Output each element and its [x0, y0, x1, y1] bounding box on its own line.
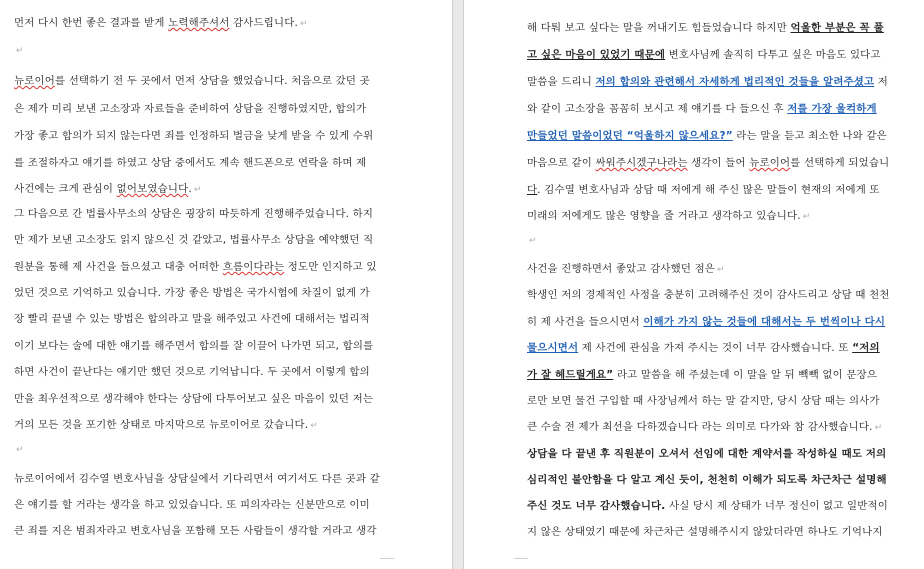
text-run: 만을 최우선적으로 생각해야 한다는 상담에 다투어보고 싶은 마음이 있던 저는 [14, 393, 374, 405]
paragraph-mark-icon: ↵ [529, 236, 537, 246]
text-run: 변호사님께 솔직히 다투고 싶은 마음도 있다고 [665, 49, 881, 61]
text-run: 정도만 인지하고 있 [284, 261, 377, 273]
paragraph-mark-icon: ↵ [193, 185, 202, 195]
text-line [527, 286, 890, 301]
text-line [14, 470, 380, 485]
text-line [14, 522, 377, 537]
paragraph-mark-icon: ↵ [310, 421, 318, 431]
text-run: 심리적인 불안함을 다 알고 계신 듯이, 천천히 이해가 되도록 차근차근 설명해 [527, 474, 887, 486]
text-run: 가장 좋고 합의가 되지 않는다면 죄를 인정하되 벌금을 낮게 받을 수 있게 수위 [14, 130, 374, 142]
text-line [527, 207, 810, 222]
text-run: 이해가 가지 않는 것들에 대해서는 두 번씩이나 다시 [643, 316, 886, 328]
text-run: 주신 것도 너무 감사했습니다. [527, 500, 666, 512]
text-line [14, 127, 373, 142]
text-run: 노력해주셔서 [168, 17, 230, 29]
text-run: 고 싶은 마음이 있었기 때문에 [527, 49, 666, 61]
text-line [527, 418, 882, 433]
text-line [14, 14, 308, 29]
text-line [14, 443, 24, 455]
text-line [14, 205, 373, 220]
text-run: 은 얘기를 할 거라는 생각을 하고 있었습니다. 또 피의자라는 신분만으로 이미 [14, 499, 370, 511]
text-run: . [188, 183, 192, 195]
text-run: 이기 보다는 술에 대한 얘기를 해주면서 합의를 잘 이끌어 나가면 되고, 합의를 [14, 340, 374, 352]
text-line [527, 154, 889, 169]
text-run: 은 제가 미리 보낸 고소장과 자료들을 준비하여 상담을 진행하였지만, 합의가 [14, 103, 367, 115]
text-line [14, 100, 366, 115]
text-line [14, 72, 370, 87]
paragraph-mark-icon: ↵ [717, 265, 725, 275]
text-run: . 김수열 변호사님과 상담 때 저에게 해 주신 많은 말들이 현재의 저에게 또 [537, 184, 880, 196]
text-run: 사실 당시 제 상태가 너무 정신이 없고 일반적이 [665, 500, 888, 512]
text-run: 뉴로이어 [14, 75, 55, 87]
paragraph-mark-icon: ↵ [16, 445, 24, 455]
text-run: 었던 것으로 기억하고 있습니다. 가장 좋은 방법은 국가시험에 차질이 없게 가 [14, 287, 370, 299]
text-line [527, 313, 885, 328]
text-run: 원분을 통해 제 사건을 들으셨고 대충 어떠한 [14, 261, 223, 273]
text-line [14, 496, 370, 511]
text-line [527, 181, 880, 196]
text-run: 장 빨리 끝낼 수 있는 방법은 합의라고 말을 해주었고 사건에 대해서는 법리적 [14, 313, 370, 325]
text-run: 를 조절하자고 얘기를 하였고 상담 중에서도 계속 핸드폰으로 연락을 하며 제 [14, 157, 367, 169]
text-line [527, 366, 877, 381]
text-run: 미래의 저에게도 많은 영향을 줄 거라고 생각하고 있습니다. [527, 210, 801, 222]
text-run: 만 제가 보낸 고소장도 읽지 않으신 것 같았고, 법률사무소 상담을 예약했던 직 [14, 234, 374, 246]
text-run: 감사드립니다. [229, 17, 298, 29]
text-line [527, 19, 884, 34]
text-line [14, 44, 24, 56]
text-run: 다 [527, 184, 538, 196]
text-line [527, 127, 887, 142]
text-run: “저의 [852, 342, 880, 354]
text-run: 싸워주시겠구나라는 [595, 157, 688, 169]
text-line [527, 260, 725, 275]
text-run: 거의 모든 것을 포기한 상태로 마지막으로 뉴로이어로 갔습니다. [14, 419, 309, 431]
right-page [464, 0, 924, 569]
text-line [527, 392, 880, 407]
paragraph-mark-icon: ↵ [802, 212, 811, 222]
text-run: 흐름이다라는 [222, 261, 285, 273]
text-run: 라는 말을 듣고 최소한 나와 같은 [732, 130, 887, 142]
text-run: 마음으로 같이 [527, 157, 596, 169]
page-border-mark [514, 558, 528, 559]
text-run: 가 잘 헤드릴게요” [527, 369, 614, 381]
text-run: 저의 합의와 관련해서 자세하게 법리적인 것들을 알려주셨고 [595, 76, 875, 88]
text-line [14, 416, 318, 431]
text-line [527, 339, 880, 354]
text-run: 사건에는 크게 관심이 [14, 183, 117, 195]
text-run: 제 사건에 관심을 가져 주시는 것이 너무 감사했습니다. 또 [578, 342, 853, 354]
text-run: 뉴로이어에서 김수열 변호사님을 상담실에서 기다리면서 여기서도 다른 곳과 같 [14, 473, 380, 485]
left-page [0, 0, 452, 569]
text-line [527, 445, 886, 460]
text-run: 지 않은 상태였기 때문에 차근차근 설명해주시지 않았더라면 하나도 기억나지 [527, 526, 883, 538]
text-run: 물으시면서 [527, 342, 579, 354]
text-line [14, 310, 370, 325]
text-run: 학생인 저의 경제적인 사정을 충분히 고려해주신 것이 감사드리고 상담 때 천천 [527, 289, 890, 301]
text-line [14, 363, 370, 378]
text-line [527, 46, 881, 61]
paragraph-mark-icon: ↵ [16, 46, 24, 56]
text-line [14, 390, 373, 405]
text-run: 저를 가장 울컥하게 [787, 103, 877, 115]
text-run: 큰 수술 전 제가 최선을 다하겠습니다 라는 의미로 다가와 참 감사했습니다. [527, 421, 873, 433]
text-run: 만들었던 말씀이었던 “억울하지 않으세요?” [527, 130, 733, 142]
text-run: 해 다퉈 보고 싶다는 말을 꺼내기도 힘들었습니다 하지만 [527, 22, 791, 34]
text-run: 하면 사건이 끝난다는 얘기만 했던 것으로 기억납니다. 두 곳에서 이렇게 합의 [14, 366, 370, 378]
text-run: 히 제 사건을 들으시면서 [527, 316, 644, 328]
text-line [14, 231, 373, 246]
text-run: 사건을 진행하면서 좋았고 감사했던 점은 [527, 263, 716, 275]
page-gutter [452, 0, 464, 569]
text-line [527, 100, 877, 115]
text-run: 로만 보면 물건 구입할 때 사장님께서 하는 말 같지만, 당시 상담 때는 의사가 [527, 395, 880, 407]
text-run: 와 같이 고소장을 꼼꼼히 보시고 제 얘기를 다 들으신 후 [527, 103, 788, 115]
text-line [14, 154, 366, 169]
text-line [527, 73, 888, 88]
paragraph-mark-icon: ↵ [874, 423, 883, 433]
text-run: 뉴로이어 [749, 157, 791, 169]
text-run: 말씀을 드리니 [527, 76, 596, 88]
text-run: 라고 말씀을 해 주셨는데 이 말을 알 뒤 빽빽 없이 문장으 [613, 369, 878, 381]
text-run: 저 [874, 76, 889, 88]
text-run: 없어보였습니다 [116, 183, 189, 195]
text-line [527, 523, 883, 538]
text-run: 를 선택하게 되었습니 [790, 157, 890, 169]
paragraph-mark-icon: ↵ [299, 19, 308, 29]
text-line [527, 497, 888, 512]
text-line [527, 234, 537, 246]
text-run: 그 다음으로 간 법률사무소의 상담은 굉장히 따듯하게 진행해주었습니다. 하지 [14, 208, 374, 220]
text-run: 큰 죄를 지은 범죄자라고 변호사님을 포함해 모든 사람들이 생각할 거라고 생각 [14, 525, 377, 537]
text-run: 를 선택하기 전 두 곳에서 먼저 상담을 했었습니다. 처음으로 갔던 곳 [54, 75, 370, 87]
text-run: 상담을 다 끝낸 후 직원분이 오셔서 선임에 대한 계약서를 작성하실 때도 저의 [527, 448, 887, 460]
text-run: 먼저 다시 한번 좋은 결과를 받게 [14, 17, 169, 29]
text-run: 생각이 들어 [687, 157, 750, 169]
text-line [527, 471, 887, 486]
page-border-mark [380, 558, 394, 559]
text-line [14, 337, 373, 352]
text-line [14, 180, 202, 195]
text-line [14, 258, 377, 273]
text-line [14, 284, 370, 299]
text-run: 억울한 부분은 꼭 풀 [790, 22, 884, 34]
